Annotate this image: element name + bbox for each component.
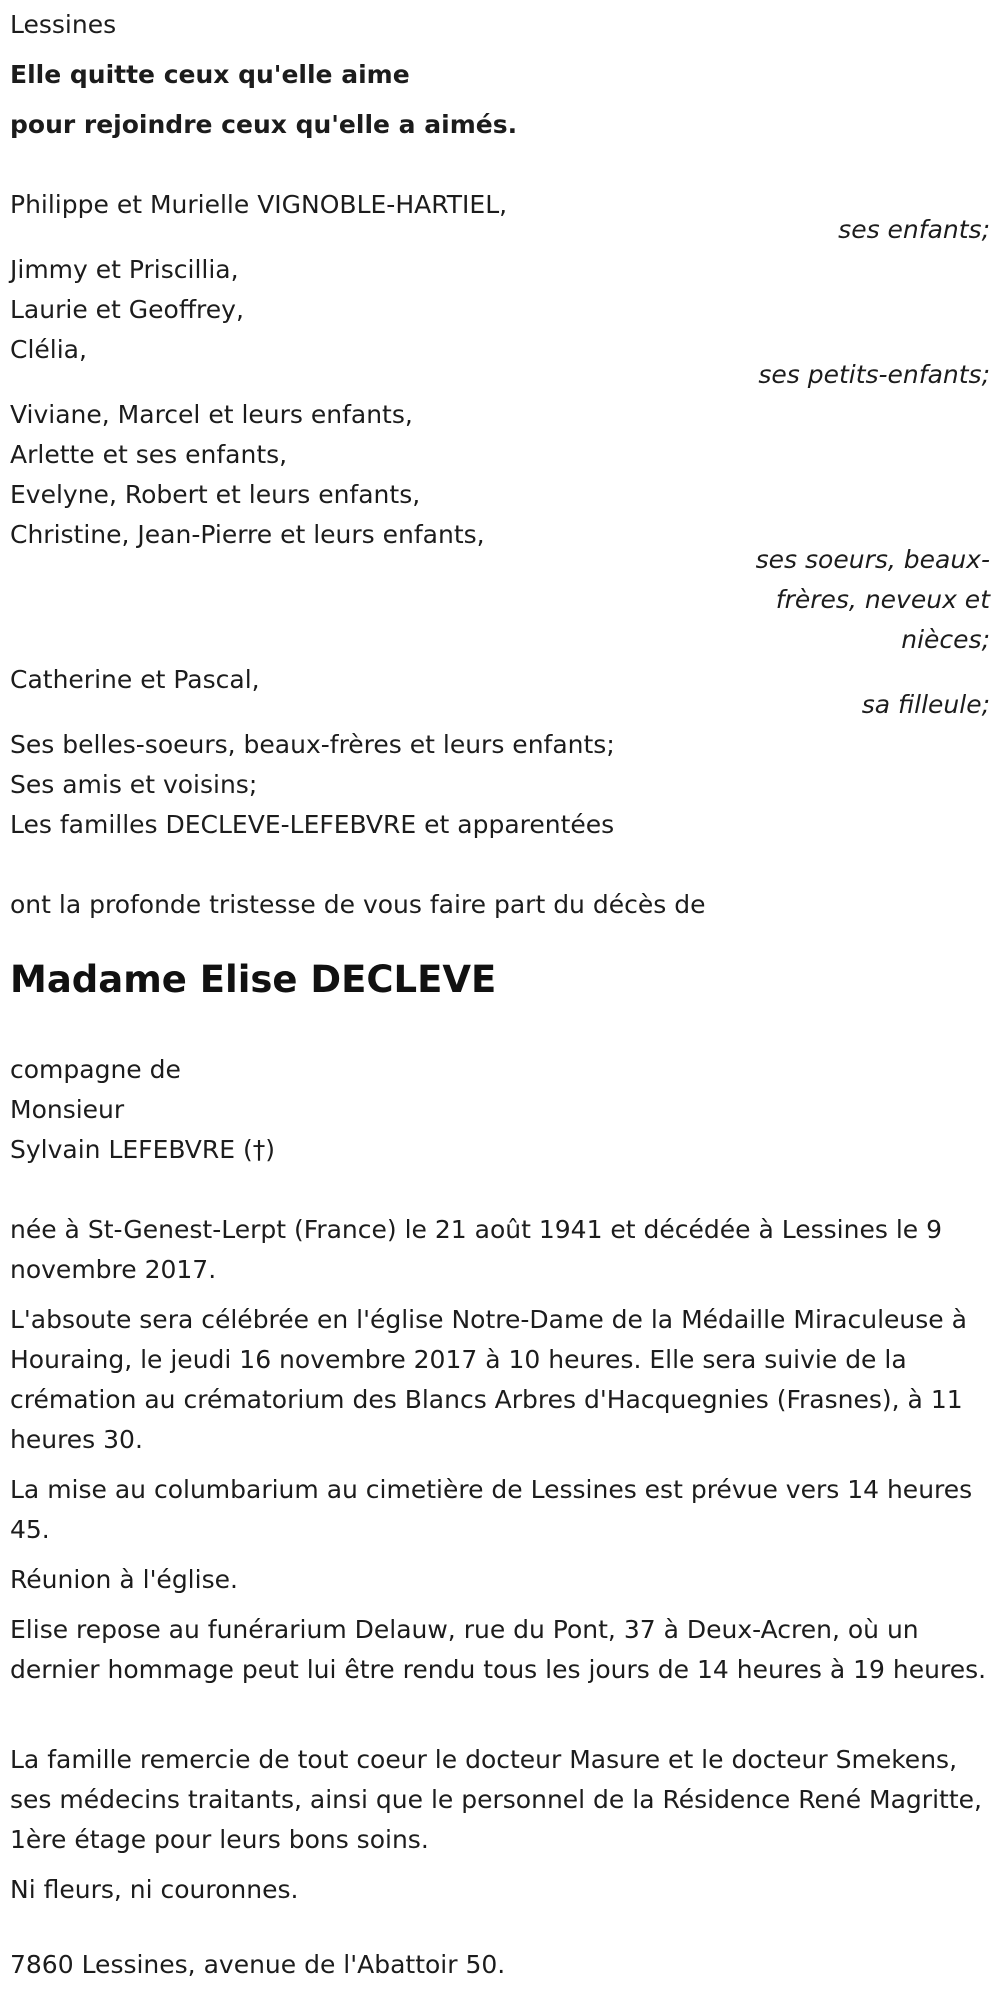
family-name: Christine, Jean-Pierre et leurs enfants, <box>10 520 485 549</box>
companion-line: Sylvain LEFEBVRE (†) <box>10 1135 275 1164</box>
thanks-paragraph: La famille remercie de tout coeur le docteur Masure et le docteur Smekens, ses médecins traitants, ainsi que le personnel de la Résidence René Magritte, 1ère étage pour leurs bons soins. <box>10 1745 982 1854</box>
other-mourners: Les familles DECLEVE-LEFEBVRE et apparentées <box>10 810 615 839</box>
family-name: Catherine et Pascal, <box>10 665 260 694</box>
reunion-paragraph: Réunion à l'église. <box>10 1565 238 1594</box>
family-name: Laurie et Geoffrey, <box>10 295 244 324</box>
deceased-name: Madame Elise DECLEVE <box>10 958 497 1001</box>
quote-line-1: Elle quitte ceux qu'elle aime <box>10 60 410 89</box>
relation-label: sa filleule; <box>861 690 990 719</box>
columbarium-paragraph: La mise au columbarium au cimetière de Lessines est prévue vers 14 heures 45. <box>10 1475 973 1544</box>
relation-label: ses enfants; <box>838 215 990 244</box>
birth-death-paragraph: née à St-Genest-Lerpt (France) le 21 août 1941 et décédée à Lessines le 9 novembre 2017. <box>10 1215 943 1284</box>
location: Lessines <box>10 10 117 39</box>
relation-label: ses petits-enfants; <box>758 360 990 389</box>
announcement: ont la profonde tristesse de vous faire part du décès de <box>10 890 706 919</box>
family-name: Viviane, Marcel et leurs enfants, <box>10 400 413 429</box>
relation-label: frères, neveux et <box>775 585 990 614</box>
relation-label: nièces; <box>901 625 990 654</box>
companion-line: Monsieur <box>10 1095 125 1124</box>
family-name: Evelyne, Robert et leurs enfants, <box>10 480 421 509</box>
ceremony-paragraph: L'absoute sera célébrée en l'église Notre-Dame de la Médaille Miraculeuse à Houraing, le jeudi 16 novembre 2017 à 10 heures. Elle sera suivie de la crémation au crématorium des Blancs Arbres d'Hacquegnies (Frasnes), à 11 heures 30. <box>10 1305 967 1454</box>
relation-label: ses soeurs, beaux- <box>755 545 990 574</box>
funerarium-paragraph: Elise repose au funérarium Delauw, rue du Pont, 37 à Deux-Acren, où un dernier hommage peut lui être rendu tous les jours de 14 heures à 19 heures. <box>10 1615 987 1684</box>
other-mourners: Ses belles-soeurs, beaux-frères et leurs enfants; <box>10 730 615 759</box>
family-name: Clélia, <box>10 335 87 364</box>
family-name: Philippe et Murielle VIGNOBLE-HARTIEL, <box>10 190 508 219</box>
companion-line: compagne de <box>10 1055 181 1084</box>
no-flowers-paragraph: Ni fleurs, ni couronnes. <box>10 1875 299 1904</box>
address: 7860 Lessines, avenue de l'Abattoir 50. <box>10 1950 506 1979</box>
family-name: Jimmy et Priscillia, <box>10 255 239 284</box>
other-mourners: Ses amis et voisins; <box>10 770 258 799</box>
quote-line-2: pour rejoindre ceux qu'elle a aimés. <box>10 110 518 139</box>
family-name: Arlette et ses enfants, <box>10 440 288 469</box>
